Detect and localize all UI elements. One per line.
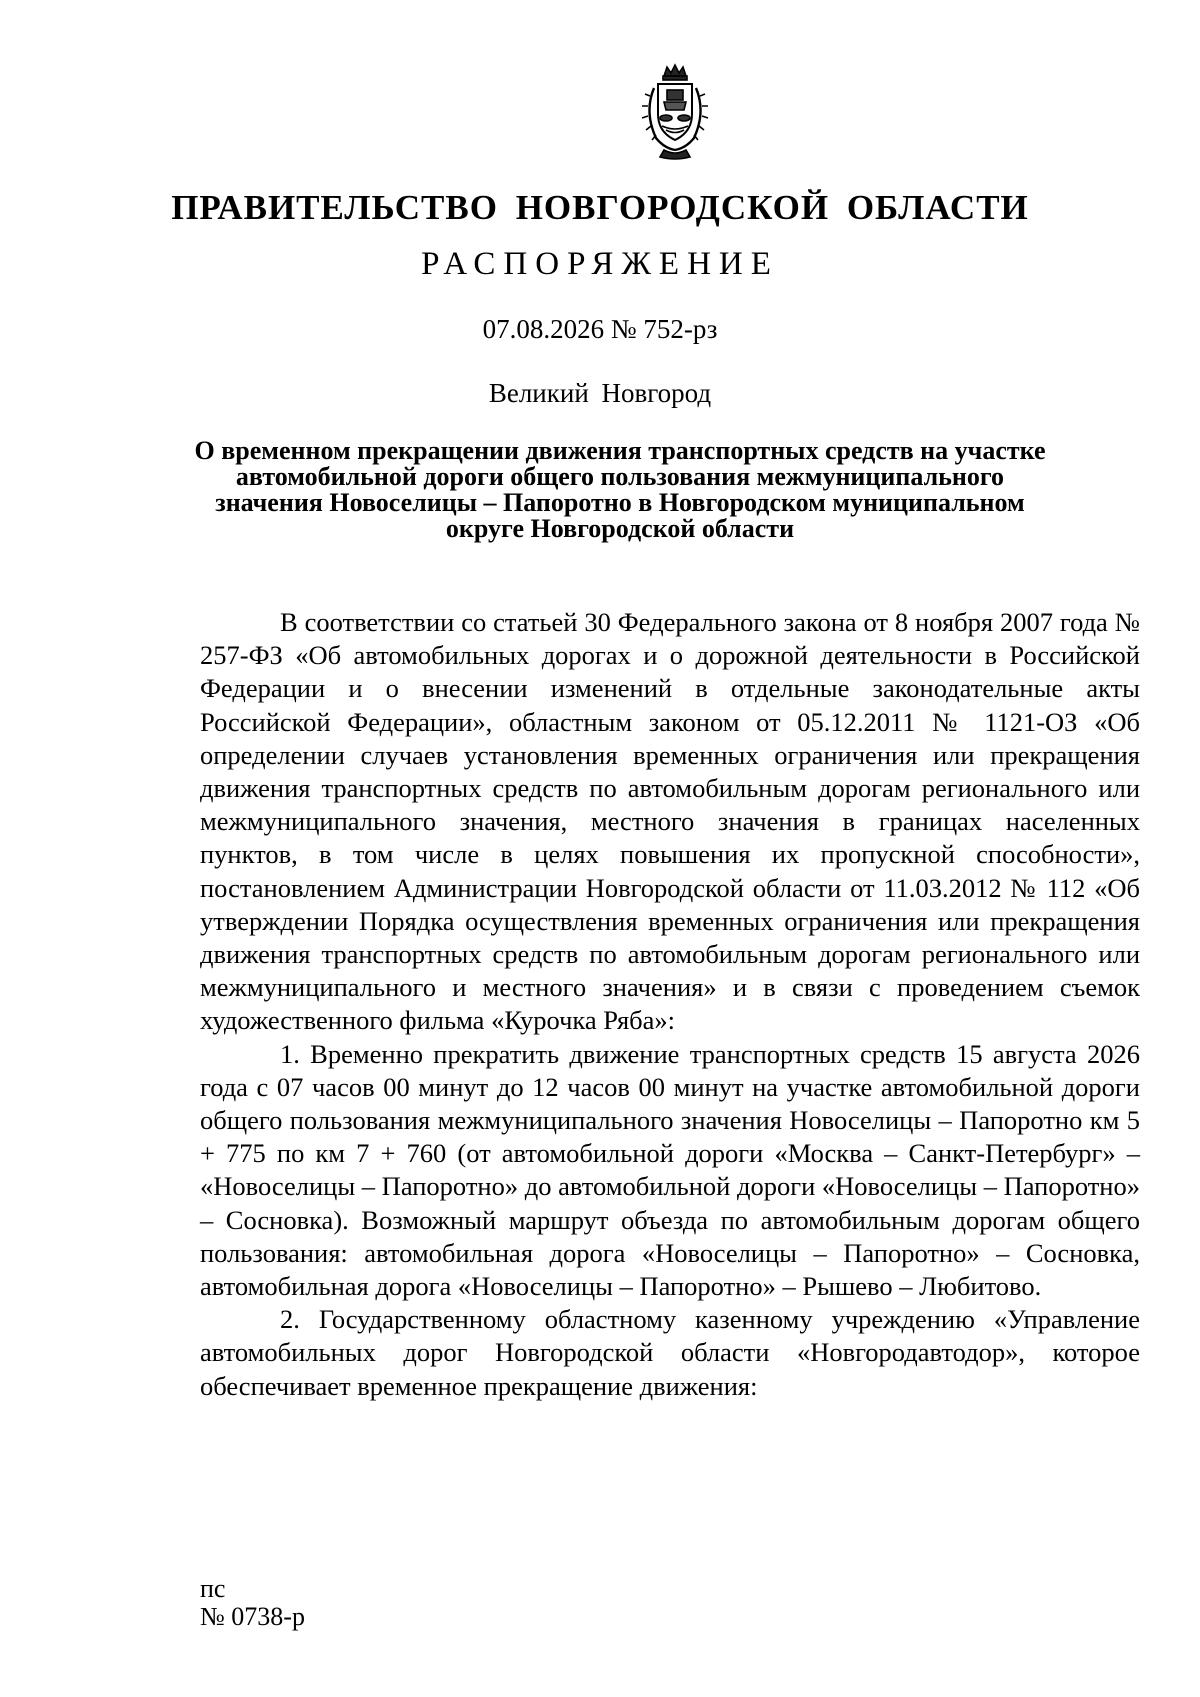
paragraph-item-1: 1. Временно прекратить движение транспортных средств 15 августа 2026 года с 07 часов 00 минут до 12 часов 00 минут на участке автомобильной дороги общего пользования межмуниципального значения Новоселицы – Папоротно км 5 + 775 по км 7 + 760 (от автомобильной дороги «Москва – Санкт-Петербург» – «Новоселицы – Папоротно» до автомобильной дороги «Новоселицы – Папоротно» – Сосновка). Возможный маршрут объезда по автомобильным дорогам общего пользования: автомобильная дорога «Новоселицы – Папоротно» – Сосновка, автомобильная дорога «Новоселицы – Папоротно» – Рышево – Любитово. bbox=[200, 1038, 1140, 1302]
organization-name: ПРАВИТЕЛЬСТВО НОВГОРОДСКОЙ ОБЛАСТИ bbox=[171, 188, 1029, 227]
footer-initials: пс bbox=[200, 1574, 226, 1603]
paragraph-item-2: 2. Государственному областному казенному учреждению «Управление автомобильных дорог Новгородской области «Новгородавтодор», которое обеспечивает временное прекращение движения: bbox=[200, 1304, 1140, 1401]
document-date-number: 07.08.2026 № 752-рз bbox=[482, 314, 718, 344]
footer-reg-number: № 0738-р bbox=[200, 1602, 305, 1631]
document-type: РАСПОРЯЖЕНИЕ bbox=[421, 246, 779, 282]
document-body bbox=[200, 606, 1140, 1403]
document-title: О временном прекращении движения транспортных средств на участке автомобильной дороги общего пользования межмуниципального значения Новоселицы – Папоротно в Новгородском муниципальном округе Новгородской области bbox=[194, 436, 1046, 543]
paragraph-preamble: В соответствии со статьей 30 Федерального закона от 8 ноября 2007 года № 257-ФЗ «Об автомобильных дорогах и о дорожной деятельности в Российской Федерации и о внесении изменений в отдельные законодательные акты Российской Федерации», областным законом от 05.12.2011 № 1121-ОЗ «Об определении случаев установления временных ограничения или прекращения движения транспортных средств по автомобильным дорогам регионального или межмуниципального значения, местного значения в границах населенных пунктов, в том числе в целях повышения их пропускной способности», постановлением Администрации Новгородской области от 11.03.2012 № 112 «Об утверждении Порядка осуществления временных ограничения или прекращения движения транспортных средств по автомобильным дорогам регионального или межмуниципального и местного значения» и в связи с проведением съемок художественного фильма «Курочка Ряба»: bbox=[200, 607, 1140, 1036]
coat-of-arms-emblem-icon bbox=[634, 62, 716, 160]
document-place: Великий Новгород bbox=[488, 378, 712, 408]
document-footer bbox=[200, 1575, 305, 1631]
